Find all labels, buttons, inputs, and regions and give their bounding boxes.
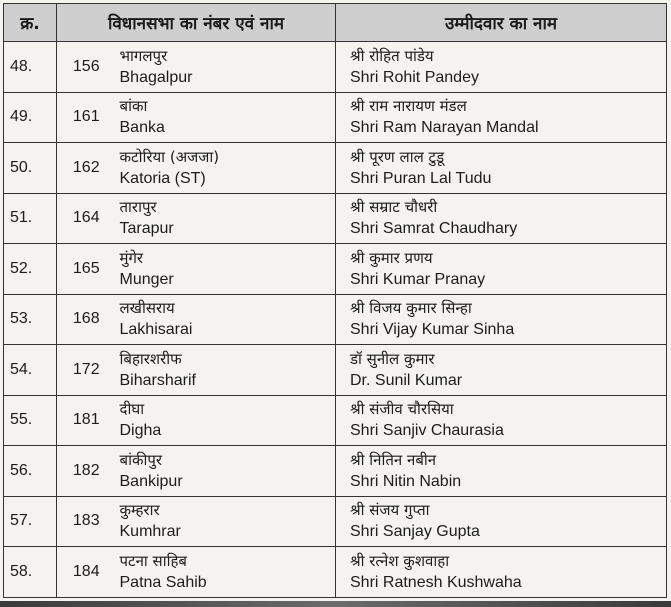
candidate-name (336, 547, 667, 598)
candidate-name-hindi: श्री राम नारायण मंडल (350, 97, 467, 116)
candidate-name-english: Shri Vijay Kumar Sinha (350, 321, 515, 339)
candidate-name-hindi: श्री विजय कुमार सिन्हा (350, 299, 472, 318)
candidate-name (336, 345, 667, 396)
row-serial: 53. (4, 294, 57, 345)
table-row (4, 395, 667, 446)
table-row (4, 244, 667, 295)
candidate-name (336, 395, 667, 446)
constituency-name (116, 42, 336, 93)
row-serial: 51. (4, 193, 57, 244)
header-serial: क्र. (4, 4, 57, 42)
header-candidate: उम्मीदवार का नाम (336, 4, 667, 42)
candidate-name-hindi: श्री नितिन नबीन (350, 450, 437, 469)
constituency-name-english: Banka (119, 119, 165, 137)
constituency-name (116, 143, 336, 194)
constituency-number: 165 (57, 244, 116, 295)
constituency-name-hindi: मुंगेर (119, 248, 144, 267)
constituency-name-english: Kumhrar (119, 523, 181, 541)
row-serial: 49. (4, 92, 57, 143)
candidate-name (336, 143, 667, 194)
constituency-name-english: Munger (119, 270, 174, 288)
constituency-name (116, 395, 336, 446)
candidate-name (336, 294, 667, 345)
candidate-name-hindi: डॉ सुनील कुमार (350, 349, 435, 368)
constituency-name-hindi: तारापुर (119, 198, 157, 217)
table-row (4, 294, 667, 345)
candidate-name (336, 92, 667, 143)
candidate-table (3, 3, 667, 598)
candidate-name (336, 244, 667, 295)
constituency-number: 164 (57, 193, 116, 244)
header-constituency: विधानसभा का नंबर एवं नाम (57, 4, 336, 42)
candidate-name-english: Dr. Sunil Kumar (350, 371, 463, 389)
row-serial: 52. (4, 244, 57, 295)
bottom-edge (0, 601, 671, 607)
constituency-name-hindi: पटना साहिब (119, 551, 187, 570)
row-serial: 54. (4, 345, 57, 396)
constituency-number: 184 (57, 547, 116, 598)
table-row (4, 92, 667, 143)
constituency-name (116, 244, 336, 295)
table-row (4, 42, 667, 93)
candidate-name (336, 446, 667, 497)
constituency-name (116, 547, 336, 598)
constituency-name (116, 294, 336, 345)
constituency-number: 156 (57, 42, 116, 93)
constituency-number: 182 (57, 446, 116, 497)
row-serial: 50. (4, 143, 57, 194)
candidate-name-hindi: श्री संजय गुप्ता (350, 501, 430, 520)
constituency-name-hindi: बांका (119, 97, 148, 116)
candidate-name-english: Shri Sanjiv Chaurasia (350, 422, 504, 440)
candidate-name-english: Shri Samrat Chaudhary (350, 220, 518, 238)
constituency-name (116, 92, 336, 143)
table-header-row (4, 4, 667, 42)
constituency-name-hindi: भागलपुर (119, 46, 168, 65)
candidate-name (336, 496, 667, 547)
candidate-name-english: Shri Kumar Pranay (350, 270, 486, 288)
constituency-name-hindi: बांकीपुर (119, 450, 163, 469)
candidate-name-english: Shri Sanjay Gupta (350, 523, 480, 541)
candidate-name (336, 193, 667, 244)
constituency-name-english: Katoria (ST) (119, 169, 206, 187)
table-row (4, 193, 667, 244)
candidate-name-english: Shri Ram Narayan Mandal (350, 119, 539, 137)
candidate-name-hindi: श्री रोहित पांडेय (350, 46, 434, 65)
constituency-number: 183 (57, 496, 116, 547)
candidate-name-hindi: श्री पूरण लाल टुडू (350, 147, 445, 166)
row-serial: 48. (4, 42, 57, 93)
table-row (4, 345, 667, 396)
constituency-number: 161 (57, 92, 116, 143)
candidate-name-hindi: श्री कुमार प्रणय (350, 248, 433, 267)
constituency-name-english: Bankipur (119, 472, 183, 490)
candidate-name-english: Shri Rohit Pandey (350, 68, 479, 86)
constituency-name (116, 496, 336, 547)
constituency-name-hindi: दीघा (119, 400, 145, 419)
constituency-name-english: Biharsharif (119, 371, 196, 389)
row-serial: 57. (4, 496, 57, 547)
table-row (4, 547, 667, 598)
table-row (4, 143, 667, 194)
candidate-name-english: Shri Puran Lal Tudu (350, 169, 492, 187)
row-serial: 55. (4, 395, 57, 446)
candidate-name-english: Shri Nitin Nabin (350, 472, 462, 490)
constituency-name-english: Patna Sahib (119, 573, 207, 591)
constituency-name-hindi: लखीसराय (119, 299, 175, 318)
constituency-number: 181 (57, 395, 116, 446)
constituency-name-english: Lakhisarai (119, 321, 193, 339)
candidate-name-english: Shri Ratnesh Kushwaha (350, 573, 522, 591)
table-row (4, 496, 667, 547)
candidate-name-hindi: श्री संजीव चौरसिया (350, 400, 454, 419)
constituency-name-hindi: कुम्हरार (119, 501, 160, 520)
row-serial: 56. (4, 446, 57, 497)
constituency-name-hindi: कटोरिया (अजजा) (119, 147, 220, 166)
constituency-name-hindi: बिहारशरीफ (119, 349, 182, 368)
constituency-number: 172 (57, 345, 116, 396)
candidate-name (336, 42, 667, 93)
candidate-name-hindi: श्री रत्नेश कुशवाहा (350, 551, 450, 570)
candidate-name-hindi: श्री सम्राट चौधरी (350, 198, 438, 217)
constituency-name-english: Digha (119, 422, 162, 440)
constituency-name-english: Tarapur (119, 220, 174, 238)
constituency-name-english: Bhagalpur (119, 68, 193, 86)
table-row (4, 446, 667, 497)
constituency-name (116, 193, 336, 244)
constituency-number: 162 (57, 143, 116, 194)
constituency-name (116, 446, 336, 497)
constituency-name (116, 345, 336, 396)
constituency-number: 168 (57, 294, 116, 345)
row-serial: 58. (4, 547, 57, 598)
